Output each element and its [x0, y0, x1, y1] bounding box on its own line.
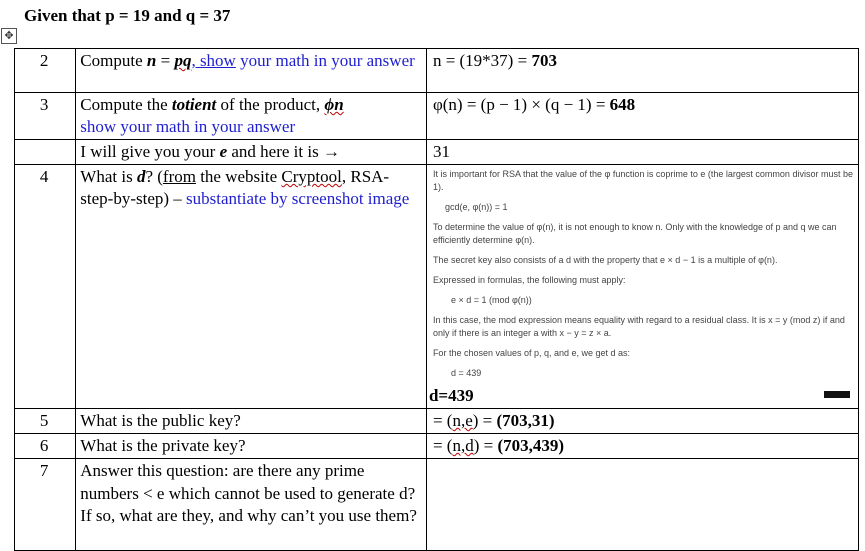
- answer-value: (703,439): [497, 436, 565, 455]
- answer-cell[interactable]: [426, 459, 858, 551]
- row-number: 7: [15, 459, 76, 551]
- var-pq: pq: [174, 51, 192, 70]
- question-cell[interactable]: [76, 165, 427, 409]
- table-row: [15, 93, 859, 140]
- cryptool-screenshot: [427, 166, 854, 380]
- table-row: [15, 165, 859, 409]
- phi-n: ϕn: [324, 95, 344, 114]
- answer-cell[interactable]: [426, 93, 858, 140]
- answer-value: 648: [609, 95, 636, 114]
- table-row: [15, 140, 859, 165]
- rsa-worksheet-table: [14, 48, 859, 551]
- question-text: Compute the: [80, 95, 172, 114]
- table-row: [15, 49, 859, 93]
- table-row: [15, 409, 859, 434]
- question-text: What is the private key?: [80, 436, 246, 455]
- screenshot-formula: d = 439: [450, 368, 482, 378]
- answer-text-cont: ) =: [473, 436, 498, 455]
- instruction-text: substantiate by screenshot image: [186, 189, 410, 208]
- instruction-text: show your math in your answer: [80, 117, 296, 136]
- move-arrows-icon[interactable]: ✥: [1, 28, 17, 44]
- question-cell[interactable]: [76, 434, 427, 459]
- question-text: Compute: [80, 51, 147, 70]
- question-cell[interactable]: [76, 49, 427, 93]
- from-word: from: [162, 167, 196, 186]
- screenshot-formula: e × d = 1 (mod φ(n)): [450, 295, 532, 305]
- answer-text: = (: [432, 411, 453, 430]
- key-vars: n,d: [452, 436, 474, 455]
- answer-text: φ(n) = (p − 1) × (q − 1) =: [432, 95, 610, 114]
- var-n: n: [146, 51, 157, 70]
- instruction-text: your math in your answer: [235, 51, 415, 70]
- answer-value: 31: [432, 142, 450, 161]
- question-cell[interactable]: [76, 459, 427, 551]
- answer-cell[interactable]: [426, 434, 858, 459]
- row-number: [15, 140, 76, 165]
- question-cell[interactable]: [76, 409, 427, 434]
- show-link-text: , show: [191, 51, 236, 70]
- answer-cell[interactable]: [426, 140, 858, 165]
- screenshot-scroll-bar: [824, 391, 850, 398]
- answer-cell[interactable]: [426, 49, 858, 93]
- table-row: [15, 459, 859, 551]
- screenshot-para: For the chosen values of p, q, and e, we get d as:: [432, 348, 631, 358]
- question-text: What is the public key?: [80, 411, 241, 430]
- question-text-cont: of the product,: [216, 95, 325, 114]
- screenshot-para: It is important for RSA that the value of the φ function is coprime to e (the largest common divisor must be 1).: [432, 169, 853, 192]
- answer-value: (703,31): [496, 411, 555, 430]
- var-d: d: [136, 167, 146, 186]
- equals-text: =: [156, 51, 175, 70]
- question-text-cont: and here it is →: [227, 142, 340, 161]
- row-number: 4: [15, 165, 76, 409]
- screenshot-para: The secret key also consists of a d with the property that e × d − 1 is a multiple of φ(n).: [432, 255, 778, 265]
- key-vars: n,e: [452, 411, 473, 430]
- totient-word: totient: [171, 95, 217, 114]
- page-heading: Given that p = 19 and q = 37: [24, 6, 231, 25]
- row-number: 3: [15, 93, 76, 140]
- answer-value: d=439: [428, 386, 474, 405]
- row-number: 2: [15, 49, 76, 93]
- question-text: What is: [80, 167, 137, 186]
- answer-text: = (: [432, 436, 453, 455]
- question-cell[interactable]: [76, 93, 427, 140]
- answer-cell[interactable]: [426, 409, 858, 434]
- question-text-cont2: the website: [195, 167, 282, 186]
- table-row: [15, 434, 859, 459]
- var-e: e: [219, 142, 228, 161]
- answer-text-cont: ) =: [472, 411, 497, 430]
- question-text: I will give you your: [80, 142, 220, 161]
- screenshot-formula: gcd(e, φ(n)) = 1: [444, 202, 508, 212]
- question-cell[interactable]: [76, 140, 427, 165]
- screenshot-para: To determine the value of φ(n), it is not enough to know n. Only with the knowledge of p and q we can efficiently determine φ(n).: [432, 222, 837, 245]
- question-text-cont: ? (: [145, 167, 163, 186]
- cryptool-word: Cryptool: [281, 167, 342, 186]
- row-number: 5: [15, 409, 76, 434]
- answer-cell[interactable]: [426, 165, 858, 409]
- screenshot-para: Expressed in formulas, the following must apply:: [432, 275, 626, 285]
- answer-text: n = (19*37) =: [432, 51, 532, 70]
- screenshot-para: In this case, the mod expression means equality with regard to a residual class. It is x = y (mod z) if and only if there is an integer a with x − y = z × a.: [432, 315, 845, 338]
- row-number: 6: [15, 434, 76, 459]
- question-text: Answer this question: are there any prime numbers < e which cannot be used to generate d? If so, what are they, and why can’t you use them?: [80, 461, 417, 525]
- answer-value: 703: [531, 51, 557, 70]
- question-text-cont3: , RSA-step-by-step) –: [80, 167, 390, 208]
